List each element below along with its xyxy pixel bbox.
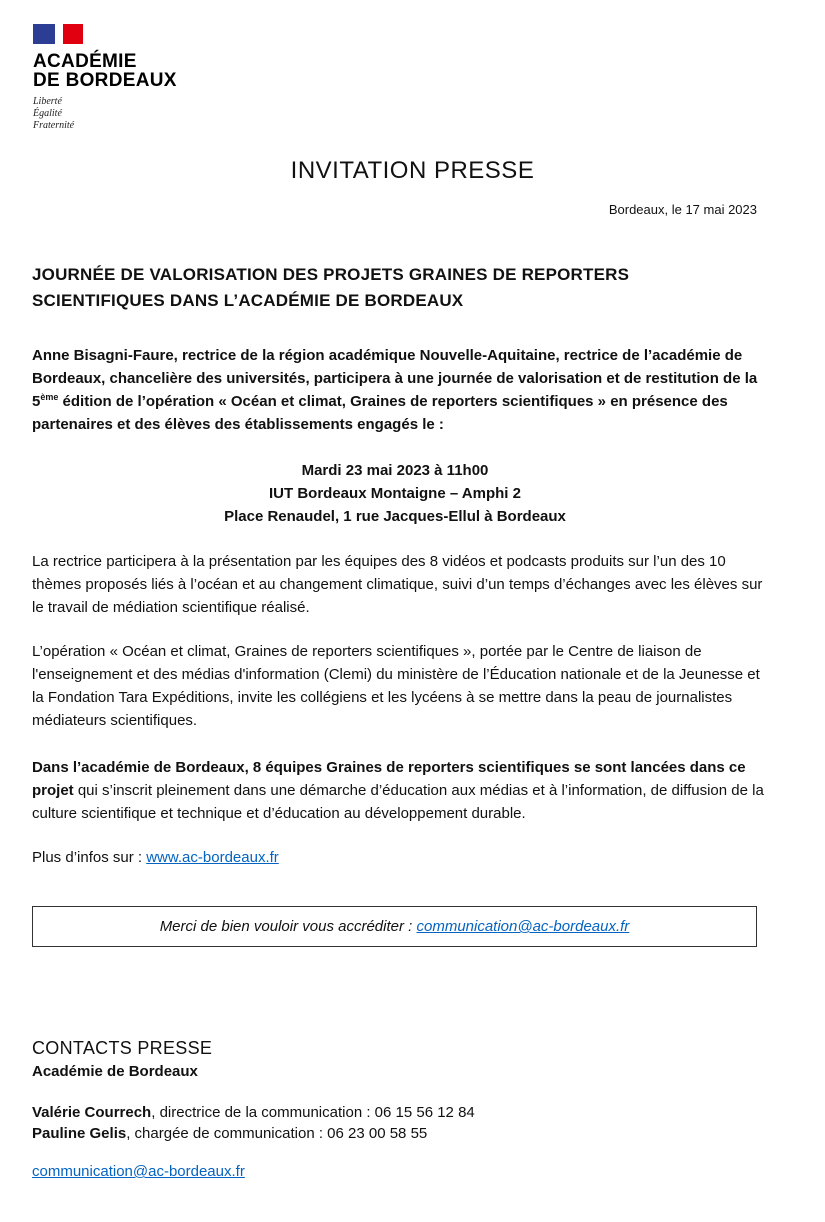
accreditation-box xyxy=(32,906,757,947)
event-details xyxy=(0,459,790,528)
intro-paragraph xyxy=(32,344,764,436)
website-link[interactable]: www.ac-bordeaux.fr xyxy=(146,849,279,866)
logo-line-1: ACADÉMIE xyxy=(33,51,137,72)
contact-name: Valérie Courrech xyxy=(32,1104,152,1121)
contacts-title: CONTACTS PRESSE xyxy=(32,1038,213,1058)
motto-fraternite: Fraternité xyxy=(33,120,75,131)
intro-text-end: édition de l’opération « Océan et climat, Graines de reporters scientifiques » en présence des partenaires et des élèves des établissements engagés le : xyxy=(32,393,728,433)
paragraph-teams-bold: Dans l’académie de Bordeaux, 8 équipes Graines de reporters scientifiques se sont lancées dans ce projet xyxy=(32,759,746,799)
motto-egalite: Égalité xyxy=(33,108,62,119)
more-info xyxy=(32,846,764,869)
paragraph-teams xyxy=(32,756,764,825)
intro-superscript: ème xyxy=(40,392,59,402)
contacts-email xyxy=(32,1162,245,1182)
academy-logo xyxy=(33,24,177,132)
accreditation-label: Merci de bien vouloir vous accréditer : xyxy=(159,918,413,935)
more-info-label: Plus d’infos sur : xyxy=(32,849,147,866)
motto-liberte: Liberté xyxy=(33,96,62,107)
republic-motto xyxy=(33,96,177,132)
contacts-email-link[interactable]: communication@ac-bordeaux.fr xyxy=(32,1163,245,1180)
paragraph-operation: L’opération « Océan et climat, Graines de reporters scientifiques », portée par le Centre de liaison de l'enseignement et des médias d'information (Clemi) du ministère de l’Éducation nationale et de la Jeunesse et la Fondation Tara Expéditions, invite les collégiens et les lycéens à se mettre dans la peau de journalistes médiateurs scientifiques. xyxy=(32,643,760,729)
event-venue: IUT Bordeaux Montaigne – Amphi 2 xyxy=(269,485,521,502)
event-date-time: Mardi 23 mai 2023 à 11h00 xyxy=(301,462,489,479)
contact-name: Pauline Gelis xyxy=(32,1125,127,1142)
headline-line-1: JOURNÉE DE VALORISATION DES PROJETS GRAINES DE REPORTERS xyxy=(32,265,630,284)
document-title: INVITATION PRESSE xyxy=(290,157,535,184)
accreditation-email-link[interactable]: communication@ac-bordeaux.fr xyxy=(416,918,630,935)
intro-text-start: Anne Bisagni-Faure, rectrice de la région académique Nouvelle-Aquitaine, rectrice de l’académie de Bordeaux, chancelière des universités, participera à une journée de valorisation et de restitution de la 5 xyxy=(32,347,758,410)
headline xyxy=(32,262,732,314)
contact-person xyxy=(32,1124,427,1144)
document-date: Bordeaux, le 17 mai 2023 xyxy=(608,202,757,217)
marianne-flag-icon xyxy=(33,24,83,44)
contact-detail: , chargée de communication : 06 23 00 58 55 xyxy=(126,1125,428,1142)
paragraph-teams-rest: qui s’inscrit pleinement dans une démarche d’éducation aux médias et à l’information, de diffusion de la culture scientifique et technique et d’éducation au développement durable. xyxy=(32,782,764,822)
logo-name xyxy=(33,52,177,90)
contact-detail: , directrice de la communication : 06 15 56 12 84 xyxy=(151,1104,475,1121)
logo-line-2: DE BORDEAUX xyxy=(33,70,177,91)
headline-line-2: SCIENTIFIQUES DANS L’ACADÉMIE DE BORDEAUX xyxy=(32,291,464,310)
contact-person xyxy=(32,1103,475,1123)
paragraph-presentation: La rectrice participera à la présentation par les équipes des 8 vidéos et podcasts produits sur l’un des 10 thèmes proposés liés à l’océan et au changement climatique, suivi d’un temps d’échanges avec les élèves sur le travail de médiation scientifique réalisé. xyxy=(32,553,763,616)
event-address: Place Renaudel, 1 rue Jacques-Ellul à Bordeaux xyxy=(224,508,566,525)
contacts-organization: Académie de Bordeaux xyxy=(32,1063,198,1080)
